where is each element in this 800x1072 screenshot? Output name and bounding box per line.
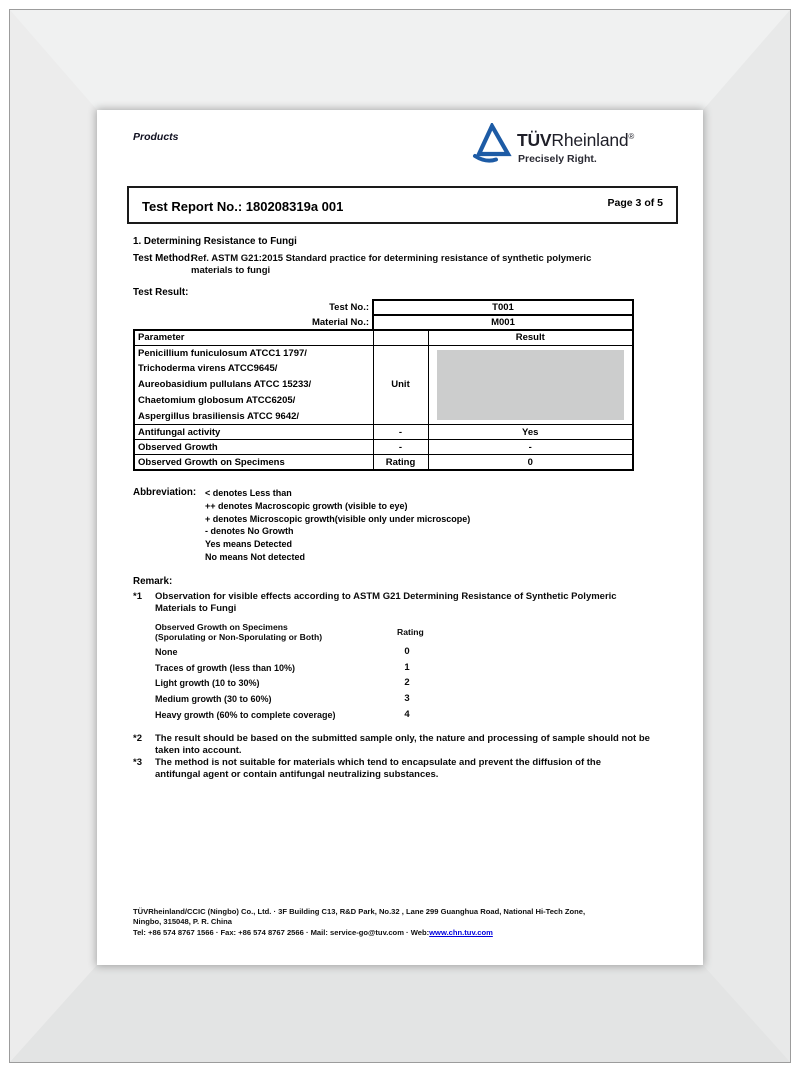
registered-mark: ® — [628, 132, 635, 142]
rating-row-value: 1 — [404, 661, 410, 673]
table-row — [134, 425, 633, 440]
material-no-label: Material No.: — [311, 316, 369, 328]
organism-item: Penicillium funiculosum ATCC1 1797/ — [138, 347, 307, 359]
brand-wordmark — [517, 130, 634, 151]
parameter-name: Observed Growth on Specimens — [134, 455, 373, 470]
test-method-label: Test Method: — [133, 253, 194, 264]
table-row — [134, 440, 633, 455]
abbreviation-line: - denotes No Growth — [205, 526, 294, 537]
rating-header-left — [155, 623, 397, 643]
rating-row — [155, 646, 417, 659]
col-result: Result — [428, 330, 633, 345]
section-heading: 1. Determining Resistance to Fungi — [133, 236, 297, 247]
table-row — [134, 300, 633, 315]
table-header-row — [134, 330, 633, 345]
organism-list — [134, 345, 373, 425]
website-link[interactable]: www.chn.tuv.com — [429, 927, 493, 937]
footer-contact-text: Tel: +86 574 8767 1566 · Fax: +86 574 8767 2566 · Mail: service-go@tuv.com · Web: — [133, 927, 430, 937]
page-indicator: Page 3 of 5 — [607, 197, 663, 209]
shaded-box — [437, 350, 625, 420]
remark-1-text: Observation for visible effects according to ASTM G21 Determining Resistance of Synthetic Polymeric Materials to Fungi — [155, 591, 617, 614]
report-page — [97, 110, 703, 965]
abbreviation-list — [205, 487, 470, 564]
report-number: Test Report No.: 180208319a 001 — [142, 199, 344, 214]
test-method-text: Ref. ASTM G21:2015 Standard practice for determining resistance of synthetic polymeric materials to fungi — [191, 253, 592, 276]
organism-item: Trichoderma virens ATCC9645/ — [138, 363, 278, 375]
parameter-result: - — [428, 440, 633, 455]
remark-1-marker: *1 — [133, 591, 142, 602]
footer-address-line2: Ningbo, 315048, P. R. China — [133, 917, 233, 927]
table-row — [134, 455, 633, 470]
parameter-unit: - — [373, 440, 428, 455]
test-result-label: Test Result: — [133, 287, 189, 298]
test-no-label: Test No.: — [329, 302, 369, 313]
rating-row-value: 0 — [404, 645, 410, 657]
rating-row-label: Heavy growth (60% to complete coverage) — [155, 709, 336, 720]
products-label: Products — [133, 131, 179, 143]
remark-label: Remark: — [133, 576, 173, 587]
abbreviation-line: Yes means Detected — [205, 539, 293, 550]
tuv-triangle-logo-icon — [472, 123, 512, 165]
table-row — [134, 315, 633, 330]
footer-contact-line — [133, 928, 678, 938]
rating-row-value: 3 — [404, 693, 410, 705]
brand-rheinland: Rheinland — [551, 130, 629, 150]
remark-3-text: The method is not suitable for materials which tend to encapsulate and prevent the diffusion of the antifungal agent or contain antifungal neutralizing substances. — [155, 757, 602, 780]
result-table — [133, 299, 634, 471]
parameter-result: 0 — [428, 455, 633, 470]
rating-row-value: 4 — [404, 708, 410, 720]
rating-table — [155, 622, 424, 725]
rating-row-label: Light growth (10 to 30%) — [155, 678, 260, 689]
parameter-name: Observed Growth — [134, 440, 373, 455]
report-number-box — [127, 186, 678, 224]
material-no-value: M001 — [373, 315, 633, 330]
rating-header-right: Rating — [397, 627, 424, 637]
remark-3-marker: *3 — [133, 757, 142, 768]
rating-row — [155, 709, 417, 722]
remark-2-marker: *2 — [133, 733, 142, 744]
rating-header-line2: (Sporulating or Non-Sporulating or Both) — [155, 631, 323, 642]
test-no-value: T001 — [373, 300, 633, 315]
rating-row-value: 2 — [404, 677, 410, 689]
parameter-name: Antifungal activity — [134, 425, 373, 440]
parameter-unit: - — [373, 425, 428, 440]
rating-table-header — [155, 622, 424, 643]
rating-row — [155, 662, 417, 675]
abbreviation-line: < denotes Less than — [205, 488, 292, 498]
rating-row-label: None — [155, 646, 178, 657]
abbreviation-line: No means Not detected — [205, 551, 306, 562]
organism-item: Aspergillus brasiliensis ATCC 9642/ — [138, 410, 300, 422]
footer-address-line1: TÜVRheinland/CCIC (Ningbo) Co., Ltd. · 3F Building C13, R&D Park, No.32 , Lane 299 Guanghua Road, National Hi-Tech Zone, — [133, 907, 586, 916]
rating-row-label: Medium growth (30 to 60%) — [155, 694, 272, 705]
abbreviation-label: Abbreviation: — [133, 487, 197, 498]
abbreviation-line: + denotes Microscopic growth(visible only under microscope) — [205, 513, 471, 524]
rating-row — [155, 677, 417, 690]
abbreviation-line: ++ denotes Macroscopic growth (visible to eye) — [205, 500, 408, 511]
organism-item: Aureobasidium pullulans ATCC 15233/ — [138, 379, 312, 391]
footer — [133, 907, 678, 938]
shaded-result-cell — [428, 345, 633, 425]
col-unit-blank — [373, 330, 428, 345]
remark-2-text: The result should be based on the submitted sample only, the nature and processing of sample should not be taken into account. — [155, 733, 650, 756]
organism-item: Chaetomium globosum ATCC6205/ — [138, 394, 296, 406]
rating-row-label: Traces of growth (less than 10%) — [155, 662, 296, 673]
brand-tagline: Precisely Right. — [518, 153, 597, 165]
brand-tuv: TÜV — [517, 130, 552, 150]
rating-row — [155, 693, 417, 706]
parameter-result: Yes — [428, 425, 633, 440]
organisms-row — [134, 345, 633, 425]
parameter-unit: Rating — [373, 455, 428, 470]
col-parameter: Parameter — [134, 330, 373, 345]
unit-label: Unit — [373, 345, 428, 425]
rating-header-line1: Observed Growth on Specimens — [155, 622, 288, 632]
